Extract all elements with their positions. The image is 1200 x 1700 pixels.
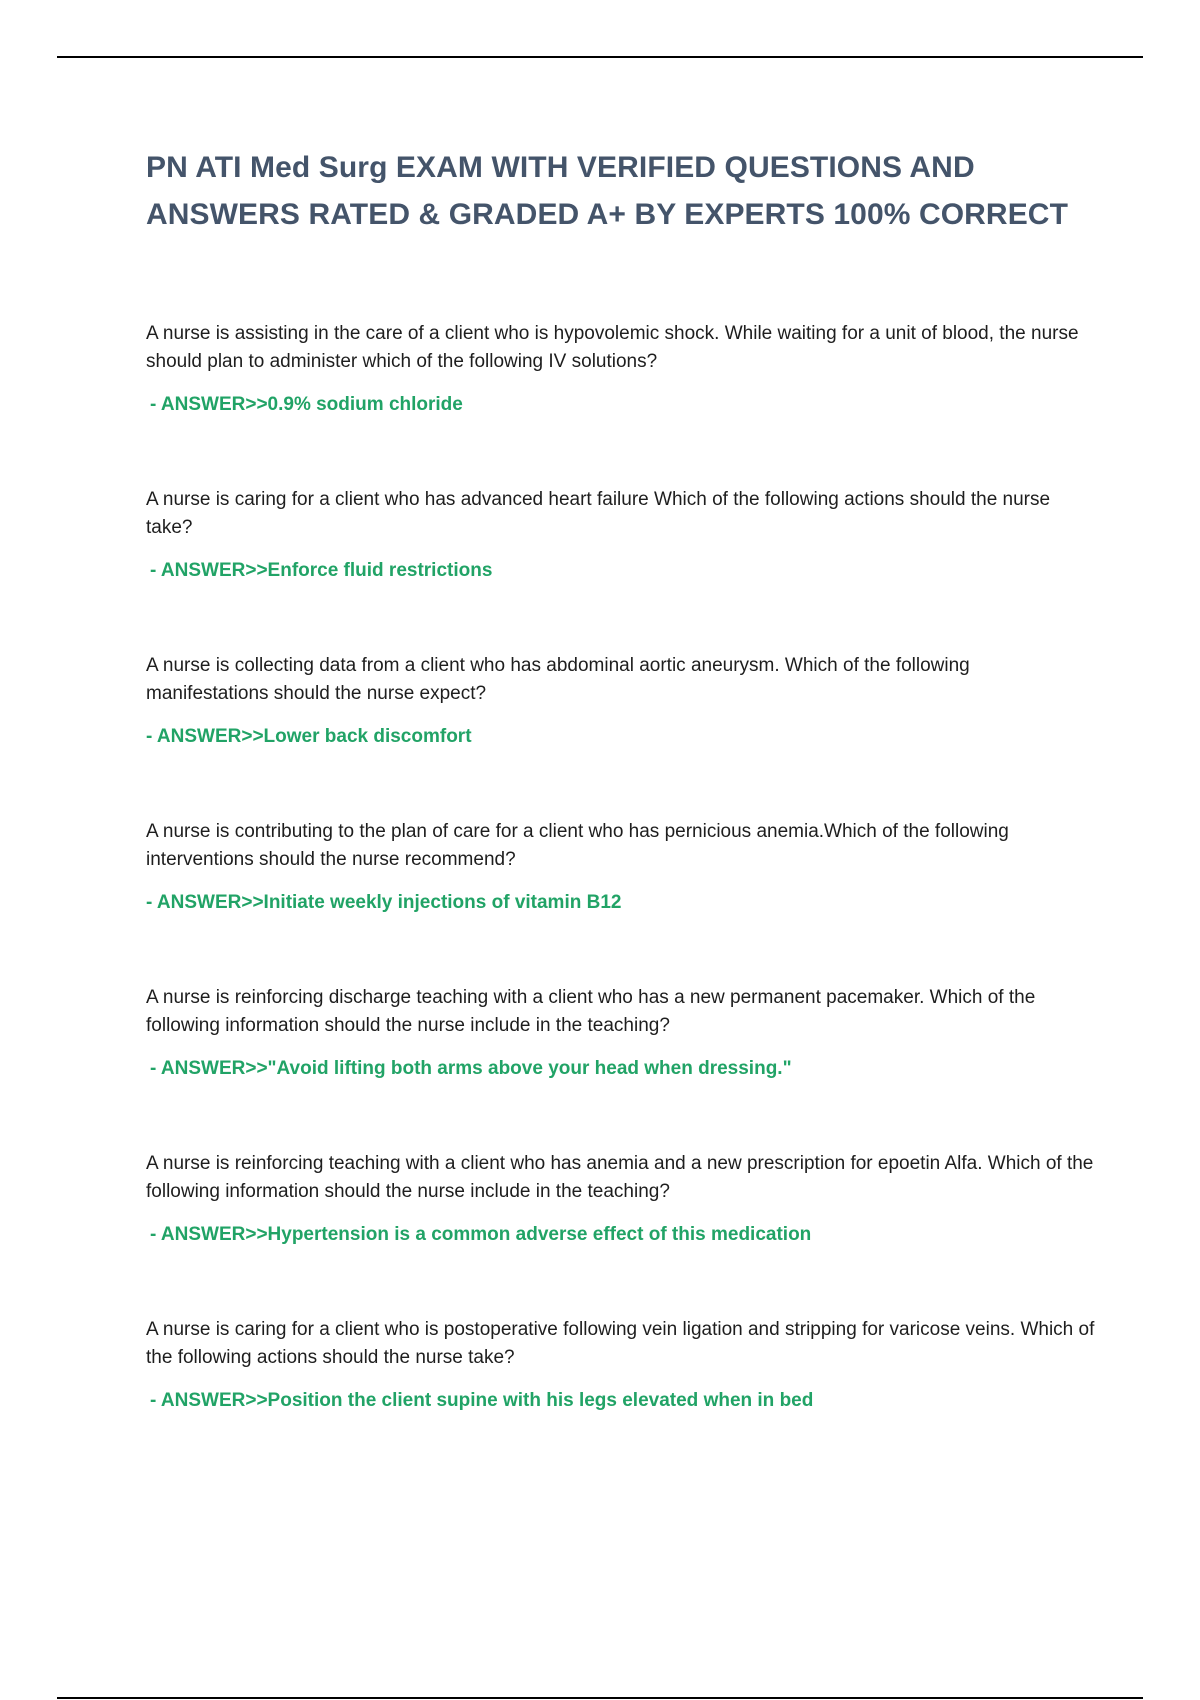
question-text: A nurse is reinforcing teaching with a client who has anemia and a new prescription for epoetin Alfa. Which of the following information should the nurse include in the teaching? [146, 1153, 1094, 1202]
question-item-3 [146, 652, 1096, 818]
question-item-1 [146, 320, 1096, 486]
answer-text: - ANSWER>>Lower back discomfort [146, 726, 472, 747]
answer-text: - ANSWER>>Initiate weekly injections of vitamin B12 [146, 892, 622, 913]
question-item-2 [146, 486, 1096, 652]
question-item-4 [146, 818, 1096, 984]
answer-text: - ANSWER>>Enforce fluid restrictions [150, 560, 493, 581]
question-text: A nurse is assisting in the care of a client who is hypovolemic shock. While waiting for a unit of blood, the nurse should plan to administer which of the following IV solutions? [146, 323, 1079, 372]
document-title: PN ATI Med Surg EXAM WITH VERIFIED QUESTIONS AND ANSWERS RATED & GRADED A+ BY EXPERTS 100% CORRECT [146, 151, 1068, 231]
question-item-7 [146, 1316, 1096, 1482]
question-text: A nurse is reinforcing discharge teaching with a client who has a new permanent pacemaker. Which of the following information should the nurse include in the teaching? [146, 987, 1036, 1036]
question-text: A nurse is caring for a client who is postoperative following vein ligation and stripping for varicose veins. Which of the following actions should the nurse take? [146, 1319, 1095, 1368]
question-text: A nurse is contributing to the plan of care for a client who has pernicious anemia.Which of the following interventions should the nurse recommend? [146, 821, 1009, 870]
question-item-5 [146, 984, 1096, 1150]
header-rule [57, 56, 1143, 58]
answer-text: - ANSWER>>0.9% sodium chloride [150, 394, 463, 415]
answer-text: - ANSWER>>Hypertension is a common adverse effect of this medication [150, 1224, 812, 1245]
question-item-6 [146, 1150, 1096, 1316]
answer-text: - ANSWER>>"Avoid lifting both arms above your head when dressing." [150, 1058, 792, 1079]
question-text: A nurse is caring for a client who has advanced heart failure Which of the following actions should the nurse take? [146, 489, 1051, 538]
answer-text: - ANSWER>>Position the client supine with his legs elevated when in bed [150, 1390, 814, 1411]
question-list [146, 320, 1096, 1482]
footer-rule [57, 1697, 1143, 1699]
question-text: A nurse is collecting data from a client who has abdominal aortic aneurysm. Which of the following manifestations should the nurse expect? [146, 655, 970, 704]
